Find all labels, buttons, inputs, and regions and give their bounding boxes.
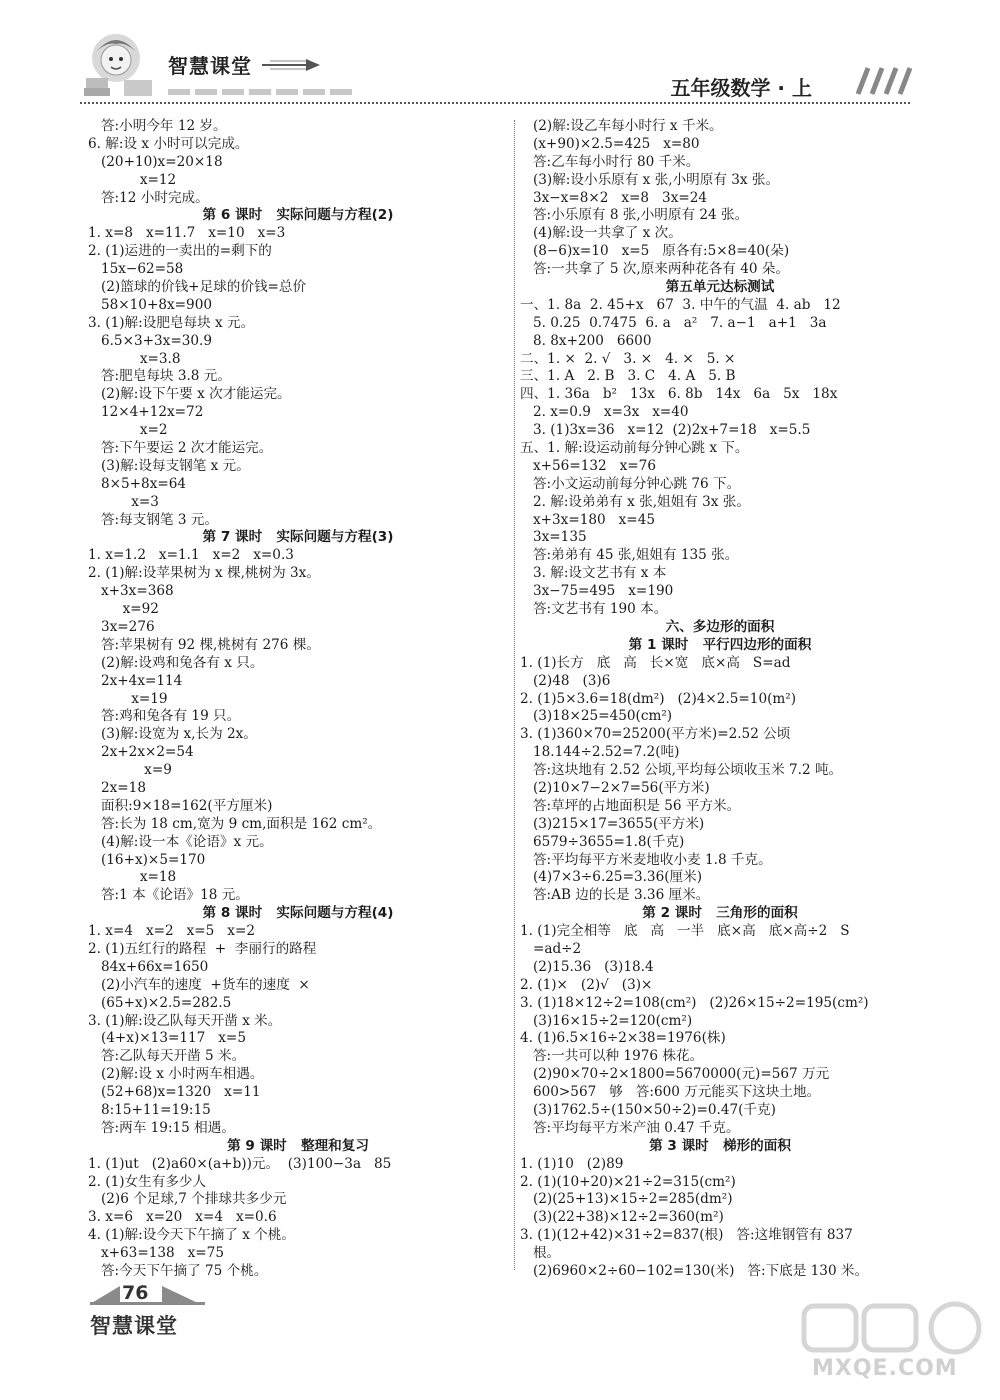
- mascot-logo-icon: [82, 28, 160, 100]
- answer-line: 答:小乐原有 8 张,小明原有 24 张。: [520, 207, 749, 224]
- answer-line: 1. (1)完全相等 底 高 一半 底×高 底×高÷2 S: [520, 923, 850, 940]
- answer-line: 3x−75=495 x=190: [520, 583, 674, 600]
- answer-line: 答:长为 18 cm,宽为 9 cm,面积是 162 cm²。: [88, 815, 382, 832]
- answer-line: 8:15+11=19:15: [88, 1101, 211, 1118]
- answer-line: 答:下午要运 2 次才能运完。: [88, 440, 273, 457]
- answer-line: 四、1. 36a b² 13x 6. 8b 14x 6a 5x 18x: [520, 386, 838, 403]
- answer-line: 3. 解:设文艺书有 x 本: [520, 565, 667, 582]
- answer-line: (3)(22+38)×12÷2=360(m²): [520, 1209, 724, 1226]
- section-heading: 第 2 课时 三角形的面积: [642, 905, 798, 922]
- answer-line: x+3x=180 x=45: [520, 511, 655, 528]
- answer-line: 2x=18: [88, 779, 146, 796]
- answer-line: (3)解:设宽为 x,长为 2x。: [88, 726, 257, 743]
- answer-line: 58×10+8x=900: [88, 296, 212, 313]
- answer-line: 5. 0.25 0.7475 6. a a² 7. a−1 a+1 3a: [520, 314, 827, 331]
- header-stripes: [168, 80, 357, 99]
- answer-line: 3. (1)18×12÷2=108(cm²) (2)26×15÷2=195(cm²): [520, 994, 869, 1011]
- answer-line: 答:弟弟有 45 张,姐姐有 135 张。: [520, 547, 739, 564]
- right-column: [520, 118, 920, 1281]
- answer-line: 答:两车 19:15 相遇。: [88, 1119, 235, 1136]
- answer-line: 1. (1)ut (2)a60×(a+b))元。 (3)100−3a 85: [88, 1155, 392, 1172]
- answer-line: 4. (1)解:设今天下午摘了 x 个桃。: [88, 1227, 295, 1244]
- answer-line: 答:乙队每天开凿 5 米。: [88, 1048, 246, 1065]
- answer-line: 600>567 够 答:600 万元能买下这块土地。: [520, 1084, 821, 1101]
- answer-line: 2x+2x×2=54: [88, 744, 194, 761]
- slash-decoration-icon: [846, 66, 912, 96]
- answer-line: 1. x=4 x=2 x=5 x=2: [88, 923, 256, 940]
- answer-line: 8. 8x+200 6600: [520, 332, 652, 349]
- answer-line: x+56=132 x=76: [520, 457, 656, 474]
- answer-line: 6.5×3+3x=30.9: [88, 332, 212, 349]
- answer-line: 3. (1)(12+42)×31÷2=837(根) 答:这堆钢管有 837: [520, 1227, 853, 1244]
- answer-line: (3)16×15÷2=120(cm²): [520, 1012, 693, 1029]
- answer-line: (3)解:设每支钢笔 x 元。: [88, 457, 250, 474]
- answer-line: (2)解:设 x 小时两车相遇。: [88, 1066, 264, 1083]
- answer-line: x=12: [88, 171, 177, 188]
- section-heading: 第五单元达标测试: [665, 279, 775, 296]
- answer-line: (4+x)×13=117 x=5: [88, 1030, 246, 1047]
- answer-line: 3. (1)360×70=25200(平方米)=2.52 公顷: [520, 726, 791, 743]
- grade-title: 五年级数学 · 上: [670, 76, 812, 100]
- answer-line: 3x=135: [520, 529, 587, 546]
- answer-line: 答:乙车每小时行 80 千米。: [520, 153, 700, 170]
- answer-line: 答:每支钢笔 3 元。: [88, 511, 218, 528]
- answer-line: 答:今天下午摘了 75 个桃。: [88, 1263, 268, 1279]
- answer-line: 2. x=0.9 x=3x x=40: [520, 404, 689, 421]
- answer-line: 2. (1)解:设苹果树为 x 棵,桃树为 3x。: [88, 565, 320, 582]
- answer-line: 2. (1)× (2)√ (3)×: [520, 976, 653, 993]
- section-heading: 六、多边形的面积: [665, 618, 775, 635]
- footer-brand: 智慧课堂: [90, 1314, 178, 1338]
- answer-line: 答:一共拿了 5 次,原来两种花各有 40 朵。: [520, 261, 789, 278]
- answer-line: 1. x=8 x=11.7 x=10 x=3: [88, 225, 286, 242]
- answer-line: 2. (1)(10+20)×21÷2=315(cm²): [520, 1173, 736, 1190]
- answer-line: 答:平均每平方米麦地收小麦 1.8 千克。: [520, 851, 772, 868]
- answer-line: (2)90×70÷2×1800=5670000(元)=567 万元: [520, 1066, 830, 1083]
- answer-line: (2)6960×2÷60−102=130(米) 答:下底是 130 米。: [520, 1263, 869, 1279]
- answer-line: (20+10)x=20×18: [88, 153, 223, 170]
- answer-line: 3. (1)解:设乙队每天开凿 x 米。: [88, 1012, 282, 1029]
- answer-line: x=9: [88, 762, 172, 779]
- answer-line: 4. (1)6.5×16÷2×38=1976(株): [520, 1030, 726, 1047]
- section-heading: 第 3 课时 梯形的面积: [649, 1137, 791, 1154]
- answer-line: x+3x=368: [88, 583, 174, 600]
- answer-line: (2)小汽车的速度 +货车的速度 ×: [88, 976, 310, 993]
- answer-line: (2)解:设乙车每小时行 x 千米。: [520, 118, 723, 134]
- answer-line: x=2: [88, 422, 168, 439]
- answer-line: (4)解:设一共拿了 x 次。: [520, 225, 682, 242]
- arrow-decoration-icon: [262, 58, 322, 72]
- answer-line: 答:这块地有 2.52 公顷,平均每公顷收玉米 7.2 吨。: [520, 762, 843, 779]
- answer-line: (16+x)×5=170: [88, 851, 206, 868]
- answer-line: 2x+4x=114: [88, 672, 183, 689]
- answer-line: (52+68)x=1320 x=11: [88, 1084, 261, 1101]
- header-brand: 智慧课堂: [168, 54, 252, 78]
- answer-line: 6. 解:设 x 小时可以完成。: [88, 135, 249, 152]
- answer-line: 2. (1)女生有多少人: [88, 1173, 207, 1190]
- answer-line: x=3: [88, 493, 159, 510]
- answer-line: (65+x)×2.5=282.5: [88, 994, 232, 1011]
- answer-line: 三、1. A 2. B 3. C 4. A 5. B: [520, 368, 736, 385]
- answer-line: 答:小文运动前每分钟心跳 76 下。: [520, 475, 741, 492]
- section-heading: 第 1 课时 平行四边形的面积: [628, 636, 812, 653]
- answer-line: (3)18×25=450(cm²): [520, 708, 673, 725]
- section-heading: 第 7 课时 实际问题与方程(3): [202, 529, 394, 546]
- answer-line: (2)48 (3)6: [520, 672, 611, 689]
- answer-line: 84x+66x=1650: [88, 958, 209, 975]
- answer-line: 3x=276: [88, 618, 155, 635]
- answer-line: 答:小明今年 12 岁。: [88, 118, 227, 134]
- answer-line: 答:一共可以种 1976 株花。: [520, 1048, 704, 1065]
- answer-line: 2. (1)5×3.6=18(dm²) (2)4×2.5=10(m²): [520, 690, 797, 707]
- answer-line: 2. (1)运进的一卖出的=剩下的: [88, 243, 272, 260]
- answer-line: 答:鸡和兔各有 19 只。: [88, 708, 241, 725]
- answer-line: x=18: [88, 869, 177, 886]
- answer-line: (2)6 个足球,7 个排球共多少元: [88, 1191, 287, 1208]
- answer-line: (2)(25+13)×15÷2=285(dm²): [520, 1191, 733, 1208]
- answer-line: (3)解:设小乐原有 x 张,小明原有 3x 张。: [520, 171, 780, 188]
- answer-line: 3x−x=8×2 x=8 3x=24: [520, 189, 708, 206]
- answer-line: 一、1. 8a 2. 45+x 67 3. 中午的气温 4. ab 12: [520, 296, 841, 313]
- answer-line: (2)解:设下午要 x 次才能运完。: [88, 386, 291, 403]
- answer-line: 五、1. 解:设运动前每分钟心跳 x 下。: [520, 440, 749, 457]
- answer-line: x=19: [88, 690, 168, 707]
- answer-line: x+63=138 x=75: [88, 1245, 224, 1262]
- answer-line: 3. (1)解:设肥皂每块 x 元。: [88, 314, 255, 331]
- answer-line: 根。: [520, 1245, 561, 1262]
- column-divider: [514, 120, 515, 1270]
- answer-line: 答:苹果树有 92 棵,桃树有 276 棵。: [88, 636, 320, 653]
- answer-line: x=92: [88, 601, 159, 618]
- answer-line: 12×4+12x=72: [88, 404, 204, 421]
- answer-line: (8−6)x=10 x=5 原各有:5×8=40(朵): [520, 243, 790, 260]
- answer-line: (4)解:设一本《论语》x 元。: [88, 833, 273, 850]
- answer-line: =ad÷2: [520, 940, 582, 957]
- answer-line: 1. (1)长方 底 高 长×宽 底×高 S=ad: [520, 654, 791, 671]
- section-heading: 第 9 课时 整理和复习: [227, 1137, 369, 1154]
- page-number: 76: [122, 1282, 149, 1304]
- watermark-text: MXQE.COM: [812, 1356, 958, 1381]
- answer-line: 8×5+8x=64: [88, 475, 187, 492]
- answer-line: 6579÷3655=1.8(千克): [520, 833, 685, 850]
- answer-line: 面积:9×18=162(平方厘米): [88, 797, 273, 814]
- left-column: [88, 118, 508, 1281]
- answer-line: 答:文艺书有 190 本。: [520, 601, 668, 618]
- answer-line: 2. (1)五红行的路程 + 李丽行的路程: [88, 940, 317, 957]
- answer-line: 二、1. × 2. √ 3. × 4. × 5. ×: [520, 350, 736, 367]
- section-heading: 第 6 课时 实际问题与方程(2): [202, 207, 394, 224]
- answer-line: (2)10×7−2×7=56(平方米): [520, 779, 710, 796]
- page-footer: [80, 1272, 330, 1342]
- answer-line: 3. x=6 x=20 x=4 x=0.6: [88, 1209, 277, 1226]
- answer-line: 答:12 小时完成。: [88, 189, 209, 206]
- page-number-tab-icon: [90, 1282, 210, 1306]
- answer-line: 15x−62=58: [88, 261, 184, 278]
- page-header: [0, 0, 1000, 110]
- answer-line: (4)7×3÷6.25=3.36(厘米): [520, 869, 703, 886]
- answer-line: (2)15.36 (3)18.4: [520, 958, 654, 975]
- answer-line: 1. (1)10 (2)89: [520, 1155, 624, 1172]
- answer-line: (3)1762.5÷(150×50÷2)=0.47(千克): [520, 1101, 776, 1118]
- answer-line: 答:草坪的占地面积是 56 平方米。: [520, 797, 741, 814]
- answer-line: 2. 解:设弟弟有 x 张,姐姐有 3x 张。: [520, 493, 750, 510]
- answer-line: (3)215×17=3655(平方米): [520, 815, 705, 832]
- answer-line: 答:肥皂每块 3.8 元。: [88, 368, 231, 385]
- answer-line: 18.144÷2.52=7.2(吨): [520, 744, 680, 761]
- answer-line: x=3.8: [88, 350, 181, 367]
- header-divider: [80, 102, 910, 104]
- answer-line: 3. (1)3x=36 x=12 (2)2x+7=18 x=5.5: [520, 422, 811, 439]
- answer-line: 答:1 本《论语》18 元。: [88, 887, 249, 904]
- answer-line: (2)解:设鸡和兔各有 x 只。: [88, 654, 264, 671]
- answer-line: 答:AB 边的长是 3.36 厘米。: [520, 887, 710, 904]
- answer-line: 1. x=1.2 x=1.1 x=2 x=0.3: [88, 547, 294, 564]
- answer-line: (2)篮球的价钱+足球的价钱=总价: [88, 279, 307, 296]
- answer-line: (x+90)×2.5=425 x=80: [520, 135, 700, 152]
- section-heading: 第 8 课时 实际问题与方程(4): [202, 905, 394, 922]
- answer-line: 答:平均每平方米产油 0.47 千克。: [520, 1119, 740, 1136]
